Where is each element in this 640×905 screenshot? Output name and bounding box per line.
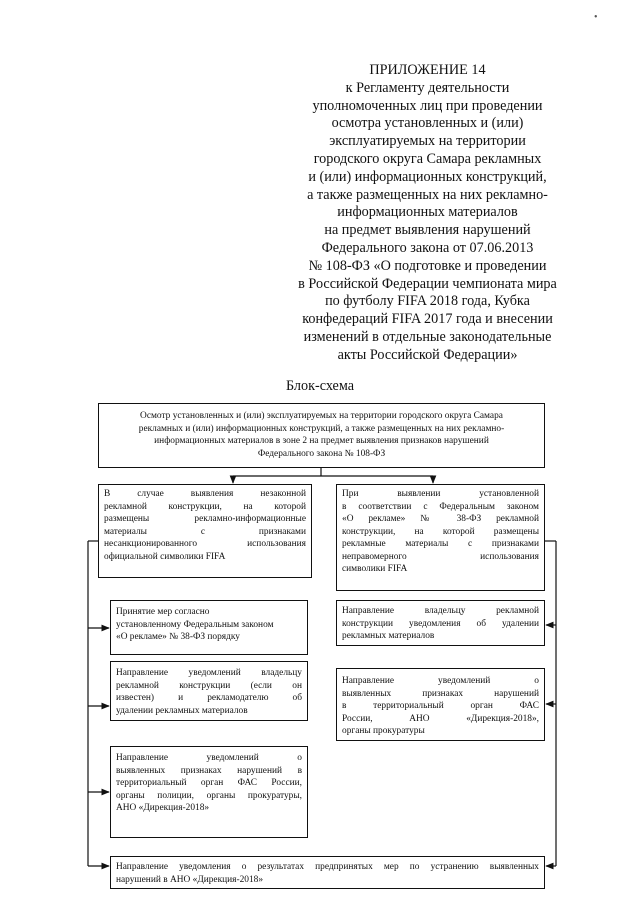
illegal-construction-box: [98, 484, 312, 578]
take-measures-box: [110, 600, 308, 655]
header-line: и (или) информационных конструкций,: [308, 168, 547, 185]
box-line: выявленных признаках нарушений: [342, 688, 539, 699]
header-line: эксплуатируемых на территории: [329, 133, 526, 150]
box-line: Направление уведомлений о: [342, 676, 539, 686]
box-line: Принятие мер согласно: [116, 607, 210, 617]
box-line: в соответствии с Федеральным законом: [342, 501, 539, 512]
header-line: а также размещенных на них рекламно-: [307, 186, 548, 203]
header-line: Федерального закона от 07.06.2013: [321, 239, 534, 256]
notify-owner-removal-box: [336, 600, 545, 646]
box-line: несанкционированного использования: [104, 539, 306, 549]
box-line: «О рекламе» № 38-ФЗ рекламной: [342, 514, 539, 524]
box-line: России, АНО «Дирекция-2018»,: [342, 713, 539, 724]
notify-owner-advertiser-box: [110, 661, 308, 721]
box-line: При выявлении установленной: [342, 489, 539, 499]
box-line: символики FIFA: [342, 564, 408, 574]
box-line: конструкции, на которой размещены: [342, 526, 539, 537]
box-line: Направление уведомления о результатах предпринятых мер по устранению выявленных: [116, 862, 539, 872]
box-line: рекламных и (или) информационных конструкций, а также размещенных на них рекламно-: [138, 423, 505, 434]
box-line: Направление владельцу рекламной: [342, 606, 539, 616]
header-line: городского округа Самара рекламных: [313, 150, 542, 167]
header-line: к Регламенту деятельности: [345, 79, 510, 96]
box-line: неправомерного использования: [342, 551, 539, 562]
box-line: официальной символики FIFA: [104, 551, 226, 562]
inspection-box: [98, 403, 545, 468]
header-line: информационных материалов: [337, 204, 518, 221]
box-line: в территориальный орган ФАС: [342, 701, 539, 711]
box-line: рекламных материалов: [342, 631, 435, 641]
header-line: № 108-ФЗ «О подготовке и проведении: [308, 257, 547, 274]
box-line: известен) и рекламодателю об: [116, 693, 302, 703]
box-line: рекламной конструкции (если он: [116, 680, 302, 691]
box-line: информационных материалов в зоне 2 на предмет выявления признаков нарушений: [154, 436, 489, 446]
box-line: нарушений в АНО «Дирекция-2018»: [116, 874, 264, 885]
box-line: Направление уведомлений о: [116, 753, 302, 763]
box-line: удалении рекламных материалов: [116, 705, 248, 716]
notify-fas-left-box: [110, 746, 308, 838]
header-line: на предмет выявления нарушений: [324, 222, 531, 239]
notify-directorate-results-box: [110, 856, 545, 889]
box-line: установленному Федеральным законом: [116, 619, 274, 630]
box-line: рекламной конструкции, на которой: [104, 501, 306, 512]
box-line: Федерального закона № 108-ФЗ: [257, 448, 386, 459]
header-line: конфедераций FIFA 2017 года и внесении: [302, 311, 553, 328]
flowchart-caption: Блок-схема: [285, 378, 355, 394]
box-line: «О рекламе» № 38-ФЗ порядку: [116, 632, 240, 642]
header-line: изменений в отдельные законодательные: [303, 328, 552, 345]
header-line: ПРИЛОЖЕНИЕ 14: [369, 62, 486, 78]
box-line: органы прокуратуры: [342, 726, 425, 736]
box-line: органы полиции, органы прокуратуры,: [116, 790, 302, 801]
box-line: конструкции уведомления об удалении: [342, 618, 539, 629]
box-line: материалы с признаками: [104, 526, 306, 537]
box-line: выявленных признаках нарушений в: [116, 765, 302, 776]
box-line: Осмотр установленных и (или) эксплуатируемых на территории городского округа Самара: [140, 411, 503, 421]
legal-construction-box: [336, 484, 545, 591]
box-line: АНО «Дирекция-2018»: [116, 803, 210, 813]
header-line: по футболу FIFA 2018 года, Кубка: [325, 293, 530, 310]
header-line: акты Российской Федерации»: [337, 346, 518, 363]
notify-fas-right-box: [336, 668, 545, 741]
box-line: В случае выявления незаконной: [104, 489, 306, 499]
box-line: рекламные материалы с признаками: [342, 539, 539, 549]
scan-mark: •: [594, 12, 598, 23]
box-line: размещены рекламно-информационные: [104, 514, 306, 524]
box-line: Направление уведомлений владельцу: [116, 668, 302, 678]
header-line: в Российской Федерации чемпионата мира: [298, 275, 557, 292]
box-line: территориальный орган ФАС России,: [116, 778, 302, 788]
header-line: уполномоченных лиц при проведении: [312, 97, 543, 114]
header-line: осмотра установленных и (или): [331, 115, 524, 132]
